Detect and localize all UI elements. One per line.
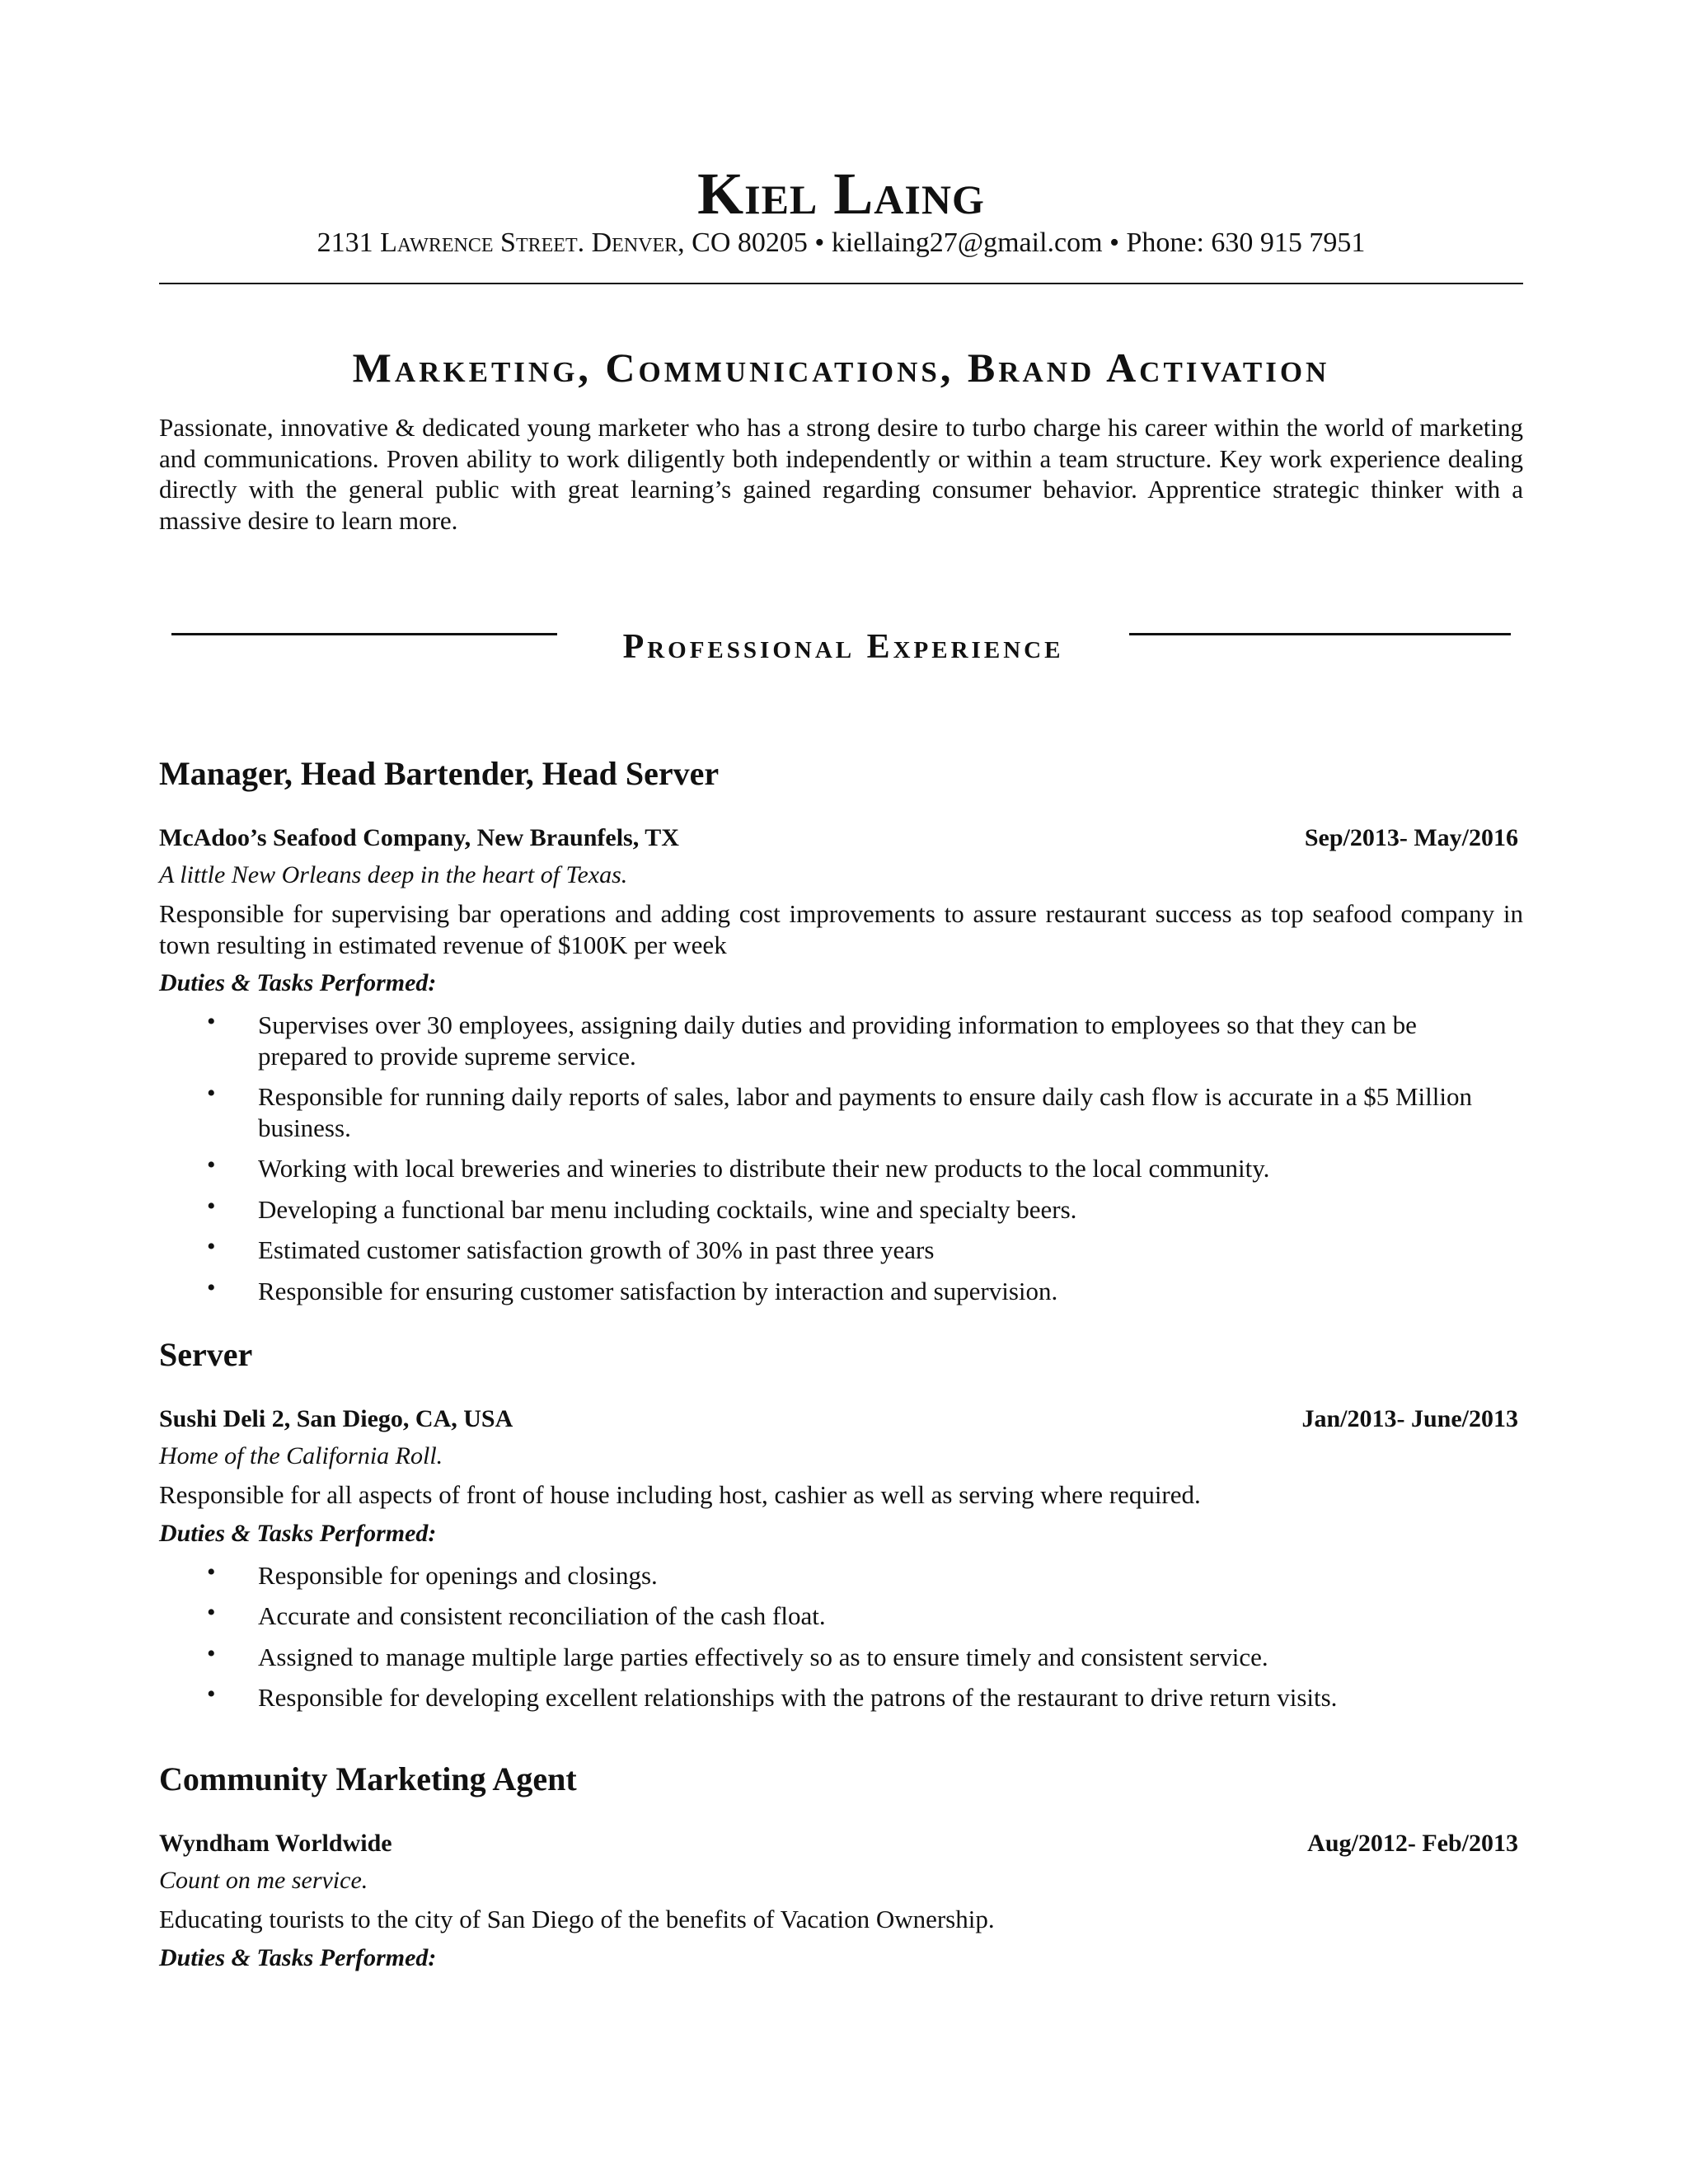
contact-line: [159, 226, 1523, 260]
job-entry: [159, 1760, 1523, 1975]
bullet-icon: •: [207, 1233, 216, 1260]
email[interactable]: kiellaing27@gmail.com: [831, 227, 1103, 258]
company-row: [159, 822, 1523, 855]
bullet-icon: •: [207, 1192, 216, 1220]
bullet-icon: •: [207, 1273, 216, 1301]
job-title: Community Marketing Agent: [159, 1760, 577, 1797]
job-title: Manager, Head Bartender, Head Server: [159, 755, 720, 792]
company-name: Sushi Deli 2, San Diego, CA, USA: [159, 1405, 513, 1432]
list-item: • Assigned to manage multiple large parties effectively so as to ensure timely and consistent service.: [207, 1639, 1268, 1671]
company-tagline: Count on me service.: [159, 1867, 368, 1894]
candidate-name: Kiel Laing: [697, 161, 985, 227]
company-tagline: Home of the California Roll.: [159, 1442, 443, 1469]
headline: Marketing, Communications, Brand Activation: [352, 344, 1330, 391]
list-item: • Accurate and consistent reconciliation of the cash float.: [207, 1599, 826, 1630]
section-title: Professional Experience: [622, 628, 1064, 666]
list-item: • Supervises over 30 employees, assigning daily duties and providing information to employees so that they can be prepared to provide supreme service.: [207, 1008, 1417, 1071]
company-row: [159, 1403, 1523, 1436]
duties-list: [159, 1560, 1523, 1713]
section-rule-left: [171, 633, 557, 635]
list-item: • Developing a functional bar menu including cocktails, wine and specialty beers.: [207, 1192, 1077, 1224]
duties-list: [159, 1010, 1523, 1306]
job-entry: [159, 754, 1523, 1306]
job-description: Educating tourists to the city of San Diego of the benefits of Vacation Ownership.: [159, 1905, 995, 1933]
phone: Phone: 630 915 7951: [1126, 227, 1366, 258]
section-rule-right: [1129, 633, 1511, 635]
bullet-icon: •: [207, 1151, 216, 1179]
list-item: • Estimated customer satisfaction growth of 30% in past three years: [207, 1233, 935, 1264]
job-dates: Jan/2013- June/2013: [1301, 1405, 1518, 1432]
job-dates: Sep/2013- May/2016: [1304, 824, 1518, 851]
job-description: Responsible for supervising bar operations and adding cost improvements to assure restaurant success as top seafood company in town resulting in estimated revenue of $100K per week: [159, 899, 1523, 959]
bullet-icon: •: [207, 1639, 216, 1667]
separator-bullet: •: [814, 227, 825, 258]
duties-label: Duties & Tasks Performed:: [159, 969, 437, 996]
company-name: McAdoo’s Seafood Company, New Braunfels, TX: [159, 824, 679, 851]
job-title: Server: [159, 1336, 253, 1373]
bullet-icon: •: [207, 1680, 216, 1708]
list-item: • Responsible for running daily reports of sales, labor and payments to ensure daily cash flow is accurate in a $5 Million business.: [207, 1080, 1472, 1142]
job-description: Responsible for all aspects of front of house including host, cashier as well as serving where required.: [159, 1480, 1201, 1509]
header-divider: [159, 283, 1523, 284]
bullet-icon: •: [207, 1599, 216, 1626]
company-name: Wyndham Worldwide: [159, 1830, 392, 1857]
summary-paragraph: Passionate, innovative & dedicated young marketer who has a strong desire to turbo charge his career within the world of marketing and communications. Proven ability to work diligently both independently or within a team structure. Key work experience dealing directly with the general public with great learning’s gained regarding consumer behavior. Apprentice strategic thinker with a massive desire to learn more.: [159, 413, 1523, 535]
bullet-icon: •: [207, 1080, 216, 1107]
list-item: • Working with local breweries and wineries to distribute their new products to the local community.: [207, 1151, 1270, 1183]
company-tagline: A little New Orleans deep in the heart of Texas.: [159, 861, 628, 888]
list-item: • Responsible for ensuring customer satisfaction by interaction and supervision.: [207, 1273, 1058, 1305]
duties-label: Duties & Tasks Performed:: [159, 1943, 437, 1971]
duties-label: Duties & Tasks Performed:: [159, 1519, 437, 1547]
list-item: • Responsible for developing excellent relationships with the patrons of the restaurant to drive return visits.: [207, 1680, 1338, 1712]
section-heading: [159, 622, 1523, 672]
list-item: • Responsible for openings and closings.: [207, 1558, 658, 1590]
job-entry: [159, 1335, 1523, 1713]
bullet-icon: •: [207, 1008, 216, 1035]
separator-bullet: •: [1109, 227, 1119, 258]
address: 2131 Lawrence Street. Denver, CO 80205: [316, 227, 808, 258]
job-dates: Aug/2012- Feb/2013: [1307, 1830, 1518, 1857]
company-row: [159, 1827, 1523, 1860]
bullet-icon: •: [207, 1558, 216, 1586]
